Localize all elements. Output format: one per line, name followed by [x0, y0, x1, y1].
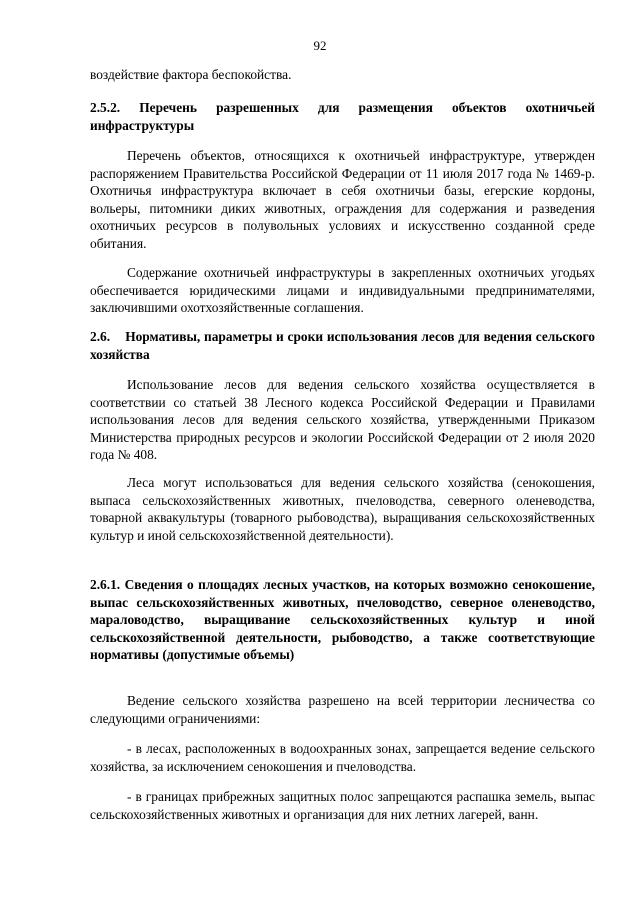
- continuation-text: воздействие фактора беспокойства.: [90, 67, 292, 82]
- paragraph: Леса могут использоваться для ведения сельского хозяйства (сенокошения, выпаса сельскохозяйственных животных, пчеловодства, северного оленеводства, товарной аквакультуры (товарного рыбоводства), выращивания сельскохозяйственных культур и иной сельскохозяйственной деятельности).: [90, 475, 595, 543]
- section-number: 2.6.1.: [90, 577, 121, 592]
- section-heading-2-6-1: [90, 576, 595, 664]
- section-title: Перечень разрешенных для размещения объектов охотничьей инфраструктуры: [90, 100, 595, 133]
- section-title: Нормативы, параметры и сроки использования лесов для ведения сельского хозяйства: [90, 329, 596, 362]
- paragraph: Перечень объектов, относящихся к охотничьей инфраструктуре, утвержден распоряжением Правительства Российской Федерации от 11 июля 2017 года № 1469-р. Охотничья инфраструктура включает в себя охотничьи базы, егерские кордоны, вольеры, питомники диких животных, ограждения для содержания и разведения охотничьих ресурсов в полувольных условиях и искусственно созданной среде обитания.: [90, 148, 595, 251]
- list-item: - в границах прибрежных защитных полос запрещаются распашка земель, выпас сельскохозяйственных животных и организация для них летних лагерей, ванн.: [90, 789, 595, 822]
- paragraph: Ведение сельского хозяйства разрешено на всей территории лесничества со следующими ограничениями:: [90, 693, 595, 726]
- paragraph: Использование лесов для ведения сельского хозяйства осуществляется в соответствии со статьей 38 Лесного кодекса Российской Федерации и Правилами использования лесов для ведения сельского хозяйства, утвержденными Приказом Министерства природных ресурсов и экологии Российской Федерации от 2 июля 2020 года № 408.: [90, 377, 595, 463]
- section-number: 2.5.2.: [90, 100, 121, 115]
- section-title: Сведения о площадях лесных участков, на которых возможно сенокошение, выпас сельскохозяйственных животных, пчеловодство, северное оленеводство, мараловодство, выращивание сельскохозяйственных культур и иной сельскохозяйственной деятельности, рыбоводство, а также соответствующие нормативы (допустимые объемы): [90, 577, 596, 663]
- section-heading-2-6: [90, 328, 595, 363]
- section-heading-2-5-2: [90, 99, 595, 134]
- list-item: - в лесах, расположенных в водоохранных зонах, запрещается ведение сельского хозяйства, за исключением сенокошения и пчеловодства.: [90, 741, 595, 774]
- paragraph: Содержание охотничьей инфраструктуры в закрепленных охотничьих угодьях обеспечивается юридическими лицами и индивидуальными предпринимателями, заключившими охотхозяйственные соглашения.: [90, 265, 595, 316]
- section-number: 2.6.: [90, 329, 111, 344]
- page-number: 92: [313, 38, 327, 53]
